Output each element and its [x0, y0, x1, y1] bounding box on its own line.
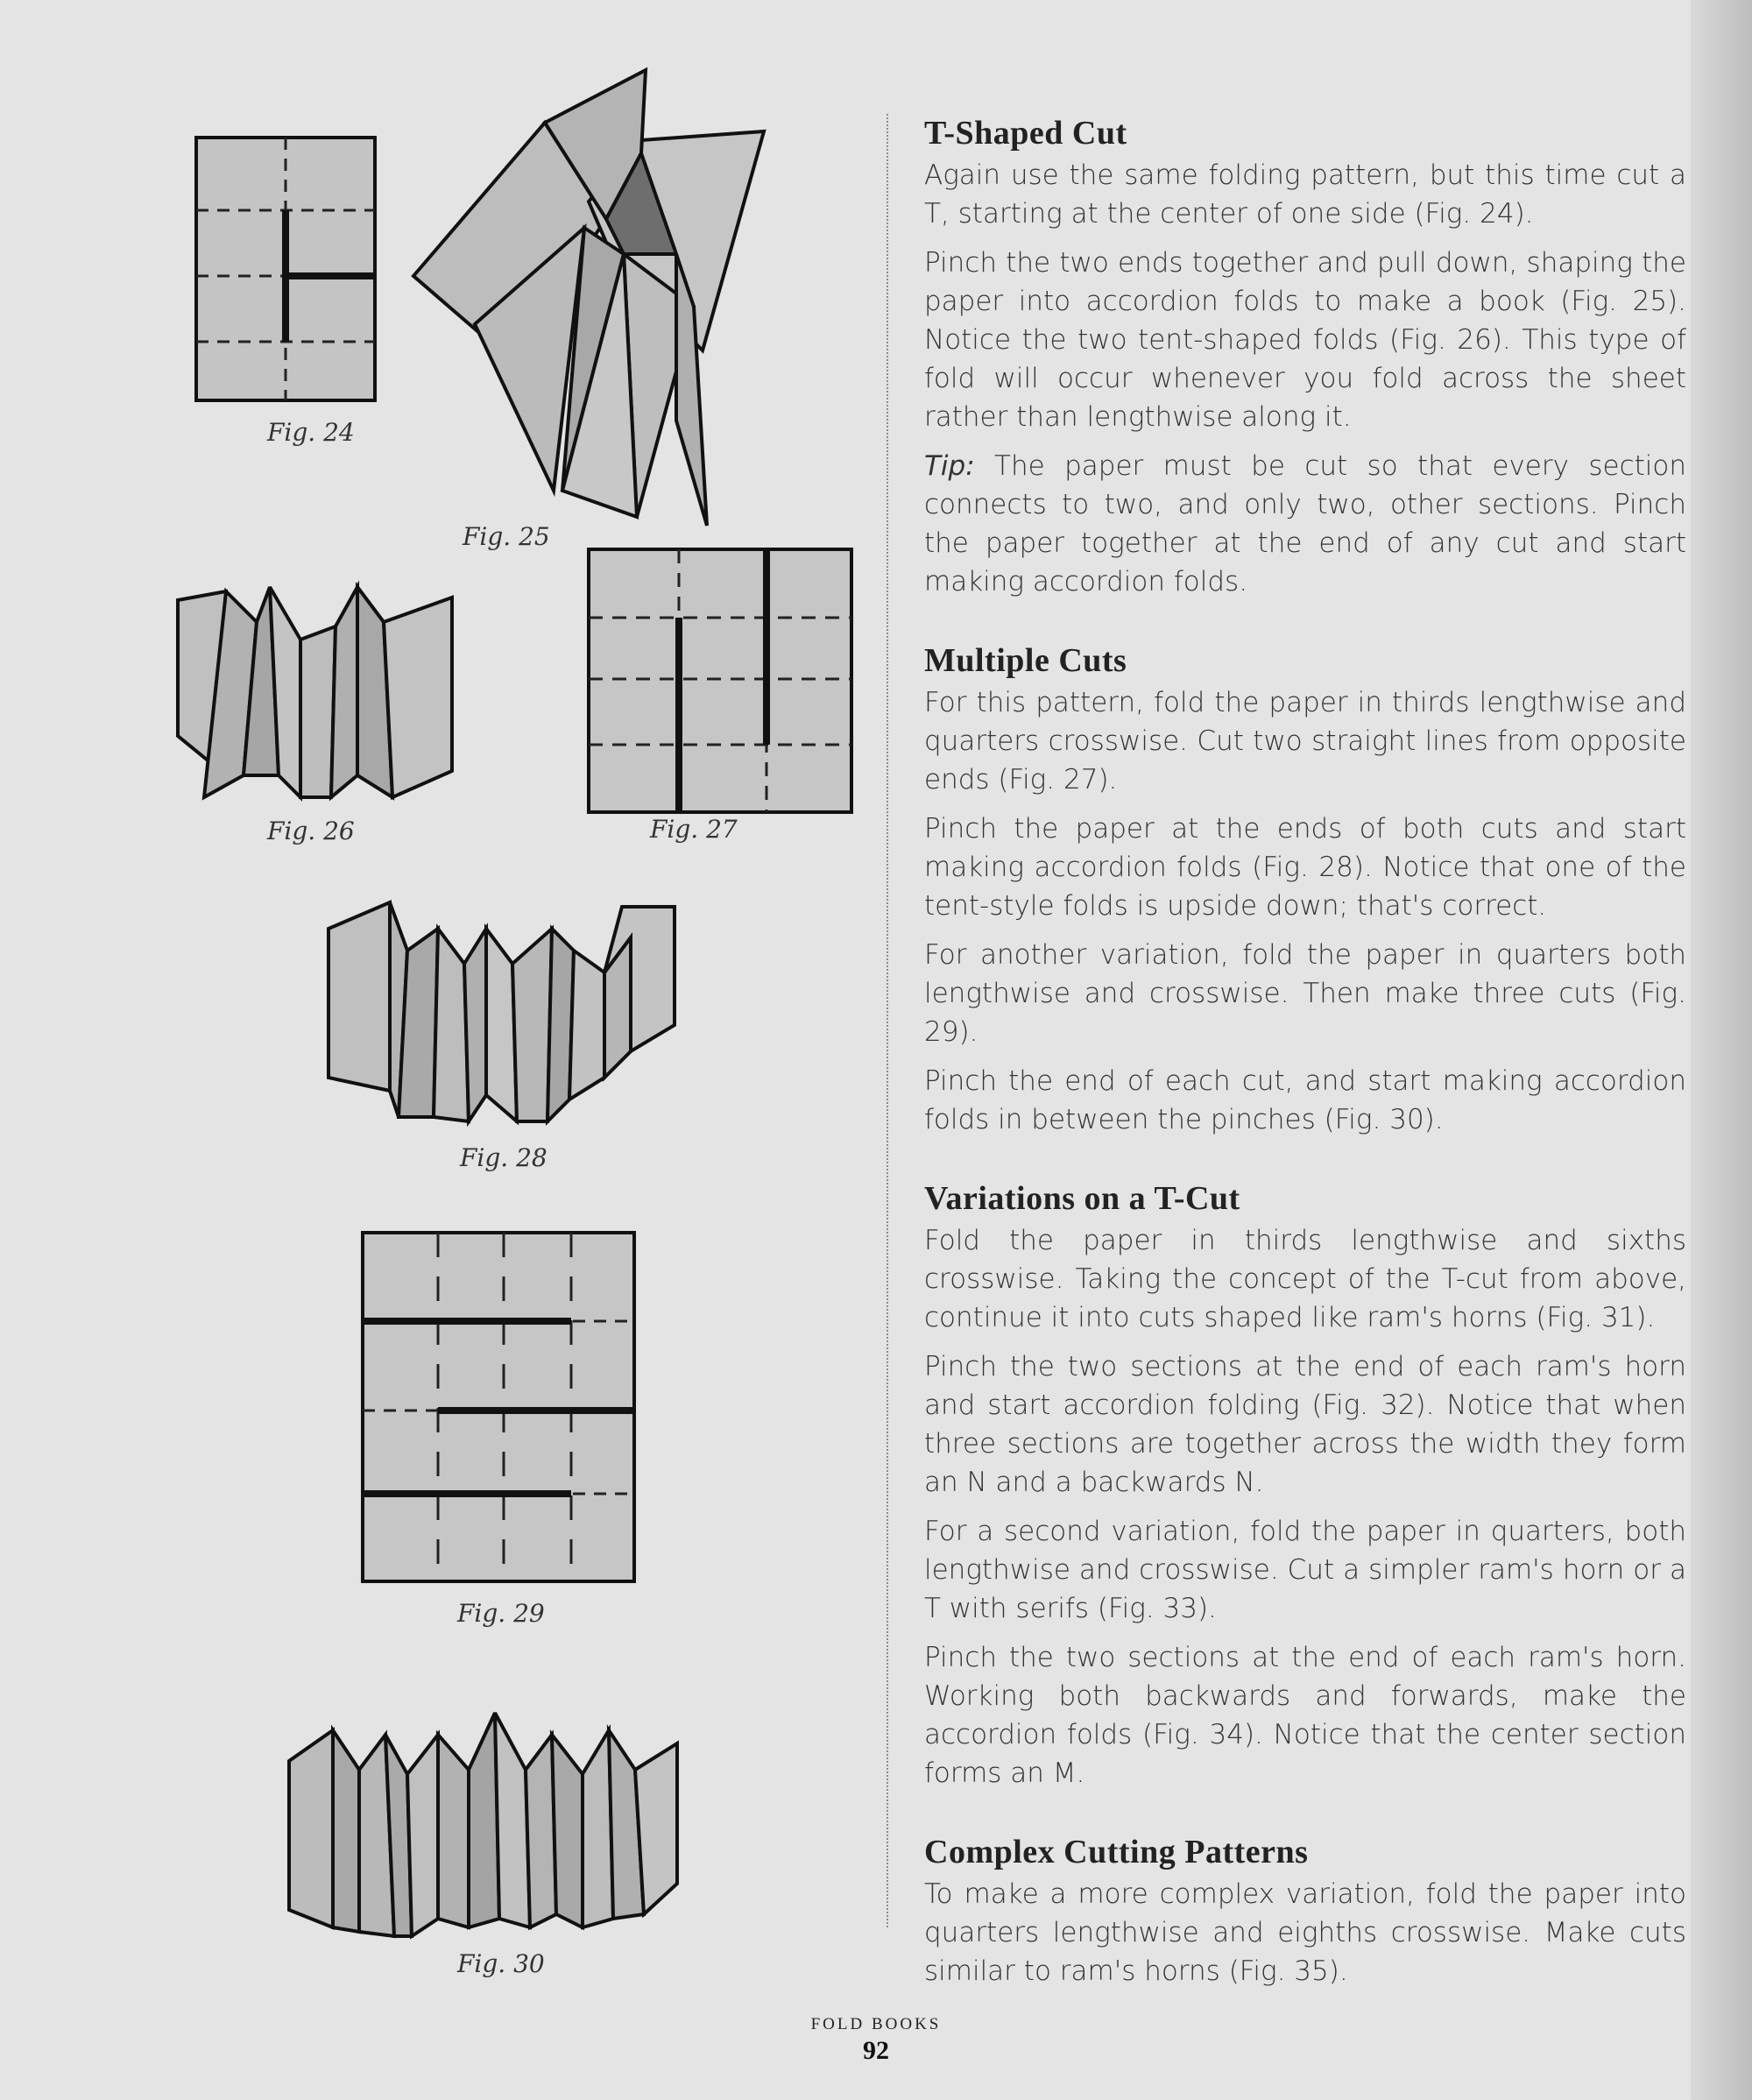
paragraph: To make a more complex variation, fold the paper into quarters lengthwise and eighths crosswise. Make cuts similar to ram's horns (Fig. 35). [924, 1878, 1686, 1987]
section-complex-cutting-patterns [924, 1833, 1686, 1990]
paragraph: Pinch the paper at the ends of both cuts and start making accordion folds (Fig. 28). Notice that one of the tent-style folds is upside down; that's correct. [924, 813, 1686, 922]
running-title: FOLD BOOKS [810, 2015, 942, 2033]
paragraph: Pinch the two sections at the end of each ram's horn and start accordion folding (Fig. 32). Notice that when three sections are together across the width they form an N and a backwards N. [924, 1351, 1686, 1498]
fig-25-illustration [413, 70, 773, 526]
tip-paragraph [924, 447, 1686, 601]
paragraph: Fold the paper in thirds lengthwise and sixths crosswise. Taking the concept of the T-cut from above, continue it into cuts shaped like ram's horns (Fig. 31). [924, 1225, 1686, 1333]
fig-26-caption: Fig. 26 [267, 817, 355, 845]
fig-29-illustration [361, 1231, 637, 1586]
page-number: 92 [863, 2036, 889, 2065]
column-divider [887, 114, 888, 1927]
paragraph: Again use the same folding pattern, but this time cut a T, starting at the center of one side (Fig. 24). [924, 159, 1686, 230]
page-edge-shadow [1691, 0, 1752, 2100]
paragraph: Pinch the end of each cut, and start making accordion folds in between the pinches (Fig. 30). [924, 1065, 1686, 1135]
section-heading: Complex Cutting Patterns [924, 1834, 1309, 1870]
paragraph: For a second variation, fold the paper in quarters, both lengthwise and crosswise. Cut a simpler ram's horn or a T with serifs (Fig. 33). [924, 1516, 1686, 1624]
paragraph: For another variation, fold the paper in quarters both lengthwise and crosswise. Then make three cuts (Fig. 29). [924, 939, 1686, 1048]
section-heading: Multiple Cuts [924, 642, 1127, 679]
section-t-shaped-cut [924, 114, 1686, 601]
tip-label: Tip: [924, 450, 975, 482]
paragraph: For this pattern, fold the paper in thirds lengthwise and quarters crosswise. Cut two straight lines from opposite ends (Fig. 27). [924, 687, 1686, 795]
fig-30-caption: Fig. 30 [457, 1949, 545, 1978]
paragraph: Pinch the two sections at the end of each ram's horn. Working both backwards and forwards, make the accordion folds (Fig. 34). Notice that the center section forms an M. [924, 1642, 1686, 1789]
fig-28-caption: Fig. 28 [460, 1143, 548, 1172]
fig-29-caption: Fig. 29 [457, 1599, 545, 1628]
page-footer [0, 2015, 1752, 2066]
paragraph: Pinch the two ends together and pull down, shaping the paper into accordion folds to make a book (Fig. 25). Notice the two tent-shaped folds (Fig. 26). This type of fold will occur whenever you fold across the sheet rather than lengthwise along it. [924, 247, 1686, 433]
fig-28-illustration [324, 902, 683, 1126]
section-variations-on-a-t-cut [924, 1179, 1686, 1792]
fig-24-illustration [194, 136, 378, 407]
section-heading: Variations on a T-Cut [924, 1180, 1240, 1217]
tip-text: The paper must be cut so that every section connects to two, and only two, other sections. Pinch the paper together at the end of any cut and start making accordion folds. [924, 450, 1686, 597]
fig-30-illustration [285, 1708, 683, 1941]
fig-26-illustration [173, 587, 458, 802]
fig-27-illustration [587, 548, 854, 815]
fig-24-caption: Fig. 24 [267, 418, 355, 447]
section-multiple-cuts [924, 641, 1686, 1139]
fig-25-caption: Fig. 25 [463, 522, 550, 551]
section-heading: T-Shaped Cut [924, 115, 1127, 152]
fig-27-caption: Fig. 27 [650, 815, 738, 844]
text-column [924, 114, 1686, 2031]
